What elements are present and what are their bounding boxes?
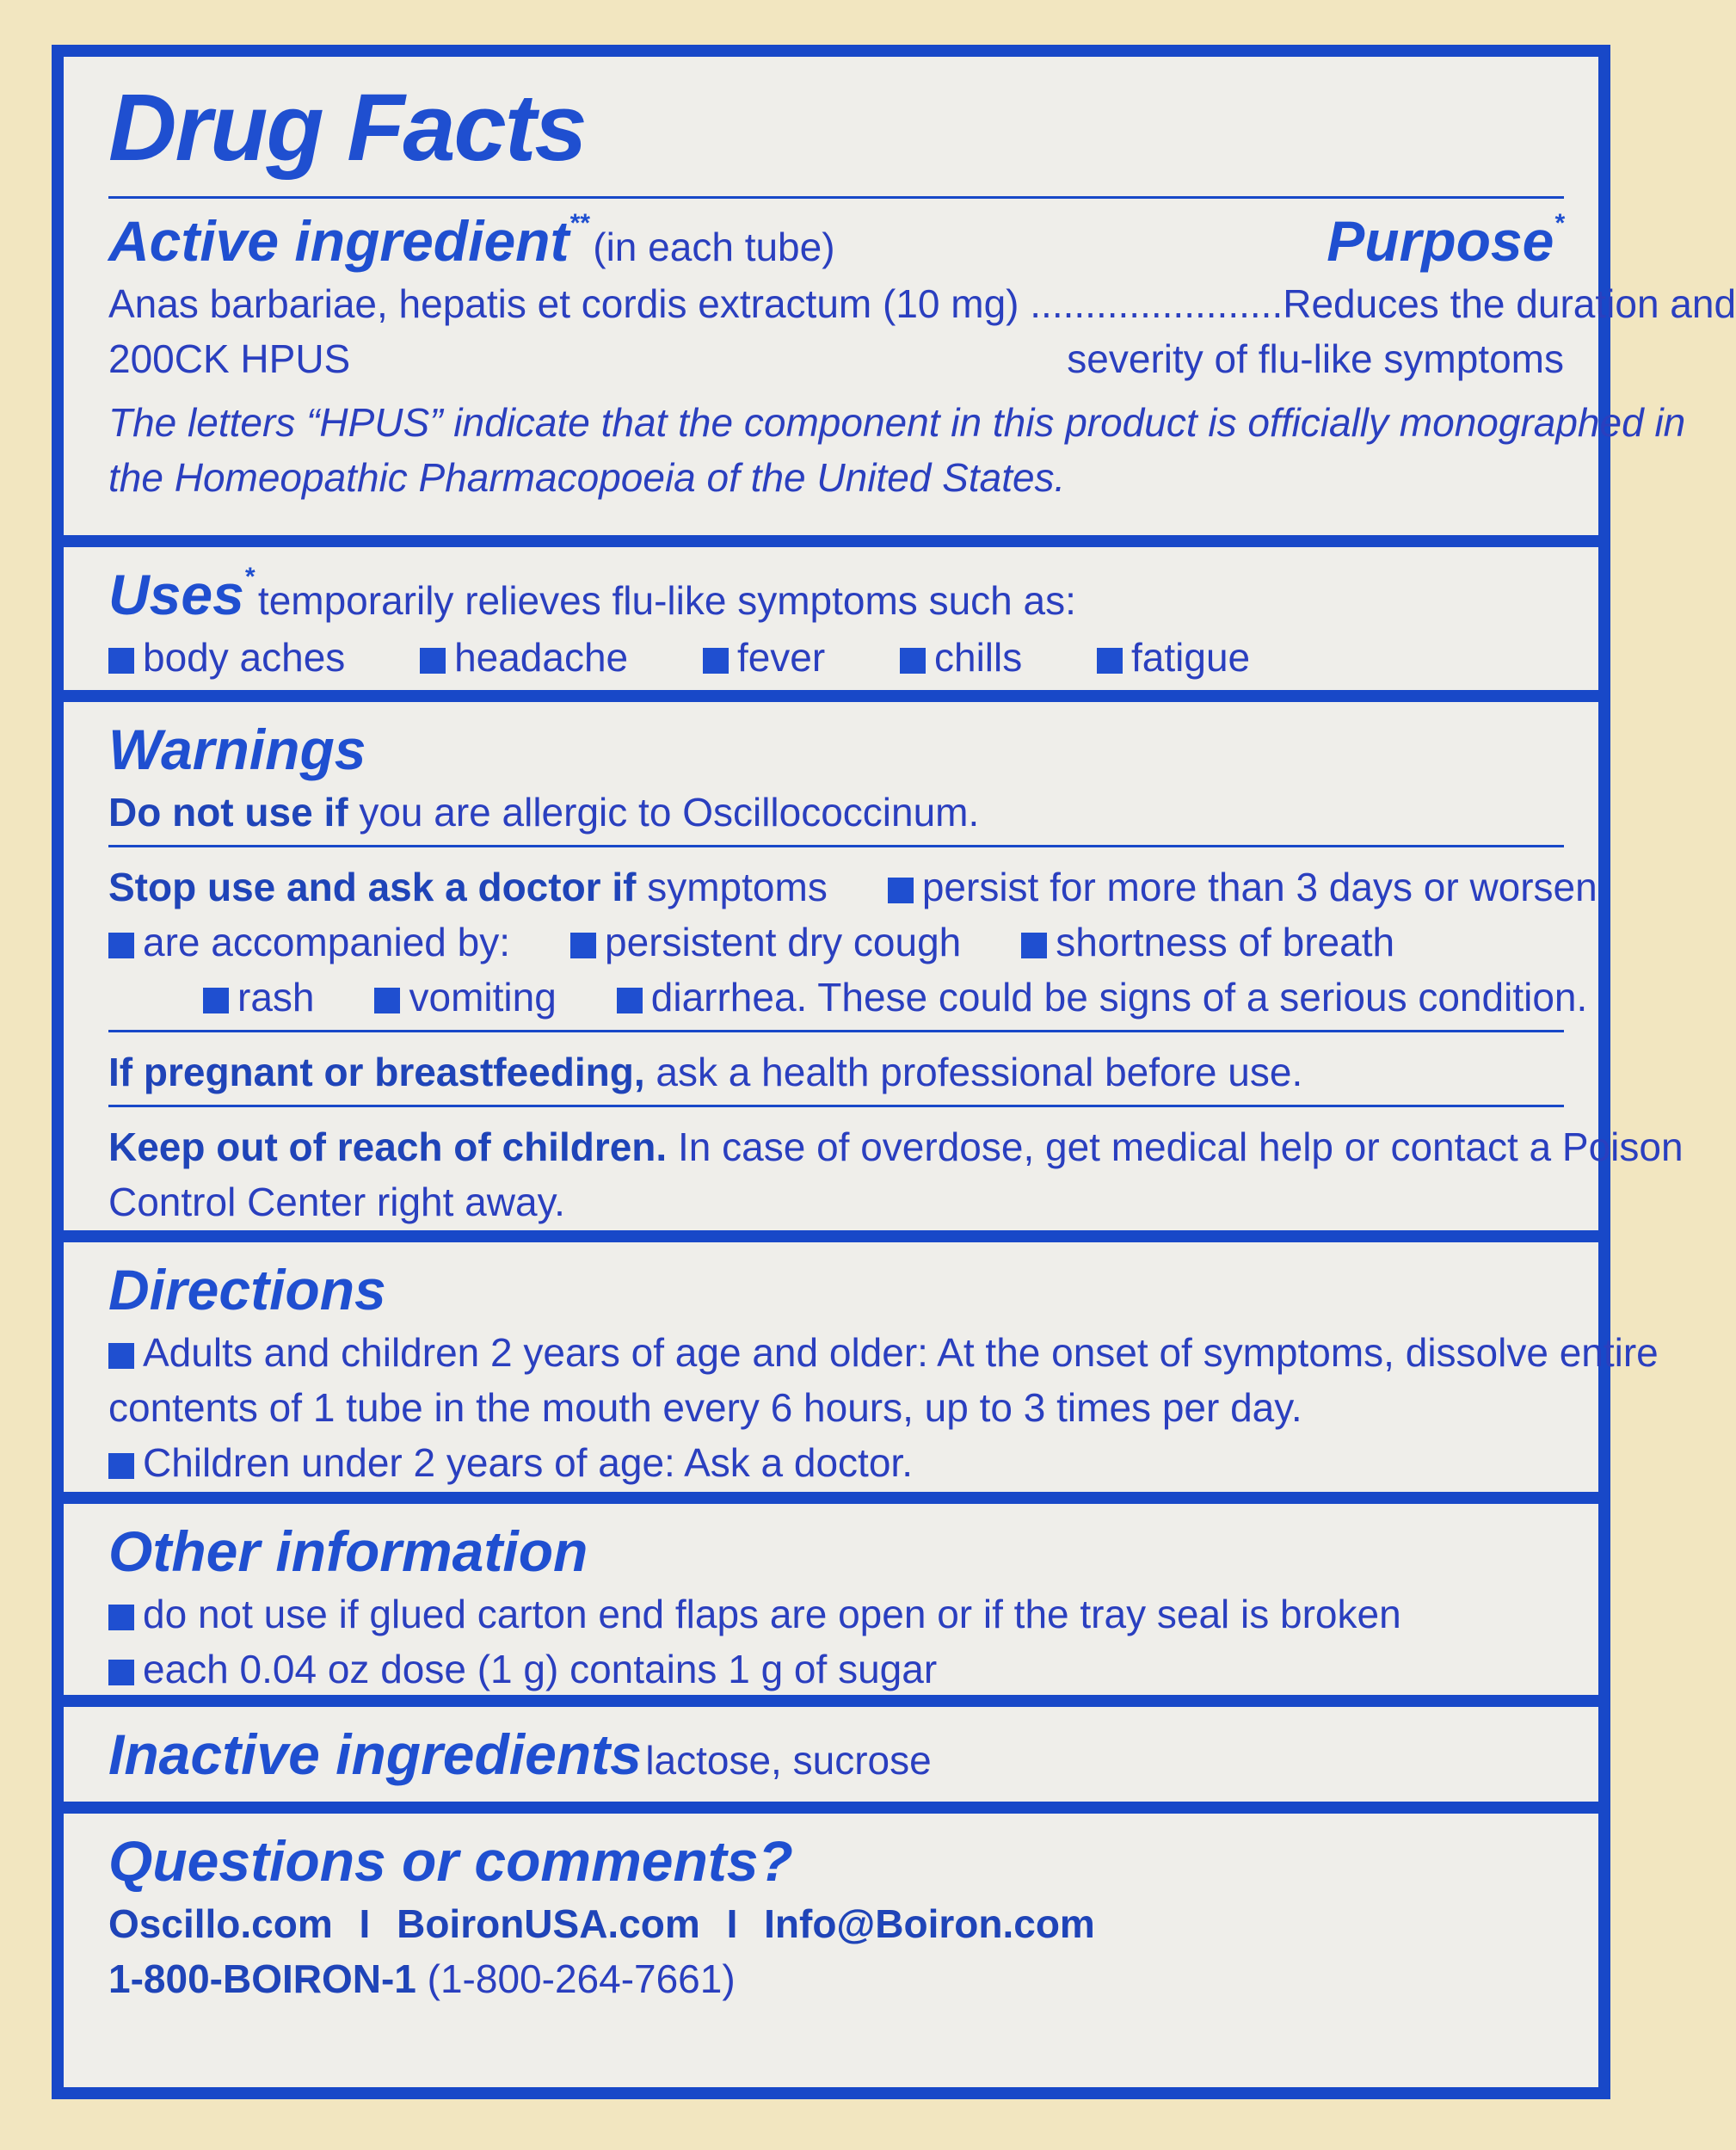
- warnings-section: [64, 702, 1684, 1230]
- bullet-square-icon: [1021, 933, 1047, 958]
- inactive-ingredients-text: lactose, sucrose: [645, 1738, 932, 1783]
- section-divider: [64, 1802, 1598, 1814]
- uses-heading-mark: *: [243, 563, 255, 591]
- uses-intro: temporarily relieves flu-like symptoms such as:: [257, 578, 1076, 623]
- ingredient-line-1: Anas barbariae, hepatis et cordis extractum (10 mg) .......................: [108, 281, 1284, 326]
- directions-line-1: Adults and children 2 years of age and older: At the onset of symptoms, dissolve entire: [108, 1325, 1564, 1380]
- drug-facts-panel: [52, 45, 1736, 2099]
- bullet-square-icon: [108, 1660, 134, 1685]
- title-rule: [108, 196, 1564, 199]
- other-line-1: do not use if glued carton end flaps are open or if the tray seal is broken: [108, 1586, 1564, 1642]
- uses-item: fatigue: [1097, 635, 1250, 680]
- section-divider: [64, 535, 1598, 547]
- active-ingredient-heading: Active ingredient: [108, 209, 569, 273]
- uses-item: fever: [703, 635, 825, 680]
- purpose-heading: Purpose: [1327, 209, 1554, 273]
- section-divider: [64, 1492, 1598, 1504]
- inactive-ingredients-section: [64, 1707, 1598, 1802]
- contact-links-line: [108, 1896, 1564, 1951]
- keep-out-line-1: Keep out of reach of children. In case of overdose, get medical help or contact a Poison: [108, 1124, 1684, 1169]
- bullet-square-icon: [203, 988, 229, 1013]
- warnings-rule: [108, 845, 1564, 847]
- phone-line: [108, 1951, 1564, 2006]
- directions-line-2: contents of 1 tube in the mouth every 6 hours, up to 3 times per day.: [108, 1385, 1302, 1430]
- warnings-heading: Warnings: [108, 718, 366, 781]
- section-divider: [64, 1230, 1598, 1242]
- drug-facts-inner: [64, 57, 1736, 2087]
- uses-heading: Uses: [108, 563, 244, 626]
- link-separator: I: [359, 1901, 371, 1946]
- active-heading-mark: **: [569, 209, 589, 237]
- bullet-square-icon: [1097, 648, 1123, 674]
- uses-item: headache: [420, 635, 628, 680]
- bullet-square-icon: [703, 648, 729, 674]
- ingredient-row-2: [108, 331, 1564, 386]
- ingredient-line-2: 200CK HPUS: [108, 336, 351, 381]
- stop-use-line-3: rash vomiting diarrhea. These could be signs of a serious condition.: [108, 970, 1564, 1025]
- bullet-square-icon: [108, 933, 134, 958]
- bullet-square-icon: [374, 988, 400, 1013]
- questions-section: [64, 1814, 1598, 2087]
- active-heading-note: (in each tube): [593, 225, 835, 269]
- oscillo-link[interactable]: Oscillo.com: [108, 1901, 333, 1946]
- pregnant-line: If pregnant or breastfeeding, ask a health professional before use.: [108, 1050, 1303, 1094]
- warnings-rule: [108, 1105, 1564, 1107]
- active-heading-row: [108, 206, 1564, 276]
- bullet-square-icon: [900, 648, 926, 674]
- directions-heading: Directions: [108, 1258, 386, 1321]
- phone-number-digits: (1-800-264-7661): [427, 1956, 736, 2001]
- active-ingredient-section: [64, 57, 1736, 535]
- link-separator: I: [726, 1901, 738, 1946]
- stop-use-line-2: are accompanied by: persistent dry cough shortness of breath: [108, 915, 1564, 970]
- bullet-square-icon: [108, 1343, 134, 1369]
- warnings-rule: [108, 1030, 1564, 1032]
- keep-out-line-2: Control Center right away.: [108, 1180, 565, 1224]
- bullet-square-icon: [108, 1605, 134, 1630]
- uses-item: chills: [900, 635, 1022, 680]
- bullet-square-icon: [617, 988, 643, 1013]
- section-divider: [64, 690, 1598, 702]
- bullet-square-icon: [108, 1453, 134, 1479]
- hpus-note-line-1: The letters “HPUS” indicate that the component in this product is officially monographed in: [108, 400, 1686, 445]
- bullet-square-icon: [420, 648, 446, 674]
- directions-section: [64, 1242, 1659, 1492]
- email-link[interactable]: Info@Boiron.com: [764, 1901, 1095, 1946]
- stop-use-line-1: Stop use and ask a doctor if symptoms persist for more than 3 days or worsen: [108, 865, 1597, 909]
- purpose-mark: *: [1554, 209, 1564, 237]
- questions-heading: Questions or comments?: [108, 1829, 793, 1893]
- hpus-note-line-2: the Homeopathic Pharmacopoeia of the United States.: [108, 455, 1066, 500]
- bullet-square-icon: [108, 648, 134, 674]
- ingredient-row-1: [108, 276, 1736, 331]
- inactive-ingredients-heading: Inactive ingredients: [108, 1722, 642, 1786]
- other-line-2: each 0.04 oz dose (1 g) contains 1 g of sugar: [108, 1642, 1564, 1697]
- uses-item: body aches: [108, 635, 345, 680]
- other-information-heading: Other information: [108, 1519, 588, 1583]
- directions-line-3: Children under 2 years of age: Ask a doctor.: [108, 1435, 1564, 1490]
- purpose-line-2: severity of flu-like symptoms: [1067, 336, 1564, 381]
- bullet-square-icon: [570, 933, 596, 958]
- uses-list: [108, 630, 1564, 685]
- other-information-section: [64, 1504, 1598, 1695]
- phone-number-letters[interactable]: 1-800-BOIRON-1: [108, 1956, 416, 2001]
- bullet-square-icon: [888, 878, 914, 903]
- uses-section: [64, 547, 1598, 690]
- section-divider: [64, 1695, 1598, 1707]
- purpose-line-1: Reduces the duration and: [1283, 281, 1736, 326]
- do-not-use-line: Do not use if you are allergic to Oscillococcinum.: [108, 790, 980, 835]
- boironusa-link[interactable]: BoironUSA.com: [397, 1901, 700, 1946]
- drug-facts-title: Drug Facts: [108, 75, 586, 181]
